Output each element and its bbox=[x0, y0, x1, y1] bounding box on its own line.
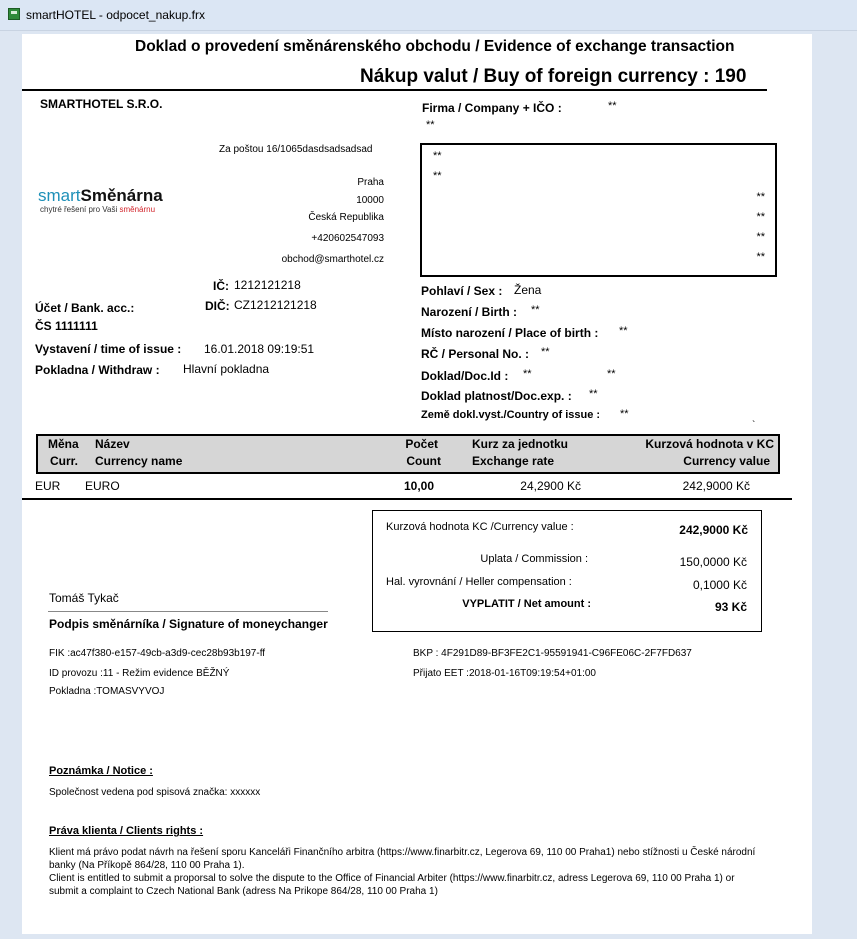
col-rate-header: Kurz za jednotku bbox=[472, 437, 569, 451]
country-value: ** bbox=[620, 408, 629, 420]
row-value: 242,9000 Kč bbox=[682, 479, 750, 493]
client-line: ** bbox=[433, 150, 442, 162]
notice-title: Poznámka / Notice : bbox=[49, 765, 153, 777]
client-line: ** bbox=[756, 231, 765, 243]
notice-text: Společnost vedena pod spisová značka: xxxxxx bbox=[49, 787, 261, 798]
client-line: ** bbox=[756, 211, 765, 223]
summary-value: 242,9000 Kč bbox=[679, 523, 748, 537]
signature-label: Podpis směnárníka / Signature of moneychanger bbox=[49, 617, 328, 631]
logo-tagline-red: směnárnu bbox=[119, 205, 156, 214]
row-name: EURO bbox=[85, 479, 120, 493]
col-value-header-en: Currency value bbox=[683, 454, 770, 468]
doc-subtitle: Nákup valut / Buy of foreign currency : 190 bbox=[360, 66, 747, 87]
company-email: obchod@smarthotel.cz bbox=[281, 254, 384, 265]
net-label: VYPLATIT / Net amount : bbox=[462, 598, 591, 610]
row-curr: EUR bbox=[35, 479, 61, 493]
col-curr-header: Měna bbox=[48, 437, 79, 451]
logo-tagline: chytré řešení pro Vaši bbox=[40, 205, 120, 214]
dic-value: CZ1212121218 bbox=[234, 298, 317, 312]
commission-value: 150,0000 Kč bbox=[679, 555, 747, 569]
eet-pokladna: Pokladna :TOMASVYVOJ bbox=[49, 686, 165, 697]
birth-label: Narození / Birth : bbox=[421, 305, 518, 319]
row-count: 10,00 bbox=[403, 479, 434, 493]
rights-text-cz: Klient má právo podat návrh na řešení sporu Kanceláři Finančního arbitra (https://www.finarbitr.cz, Legerova 69, 110 00 Praha1) nebo stížnosti u České národní banky (Na Příkopě 864/28, 110 00 Praha 1). bbox=[49, 847, 756, 871]
company-phone: +420602547093 bbox=[311, 233, 384, 244]
cashier-name: Tomáš Tykač bbox=[49, 591, 119, 605]
company-street: Za poštou 16/1065dasdsadsadsad bbox=[219, 144, 373, 155]
summary-box bbox=[372, 510, 762, 632]
withdraw-label: Pokladna / Withdraw : bbox=[35, 363, 160, 377]
table-header bbox=[36, 434, 780, 474]
window-titlebar bbox=[0, 0, 857, 31]
doc-label: Doklad/Doc.Id : bbox=[421, 369, 509, 383]
company-logo bbox=[38, 187, 163, 214]
heller-value: 0,1000 Kč bbox=[692, 578, 747, 592]
company-city: Praha bbox=[357, 177, 384, 188]
client-line: ** bbox=[756, 191, 765, 203]
eet-fik: FIK :ac47f380-e157-49cb-a3d9-cec28b93b197-ff bbox=[49, 648, 266, 659]
company-name: SMARTHOTEL S.R.O. bbox=[40, 97, 163, 111]
firm-line2: ** bbox=[426, 119, 435, 131]
col-rate-header-en: Exchange rate bbox=[472, 454, 555, 468]
client-line: ** bbox=[433, 170, 442, 182]
ic-value: 1212121218 bbox=[234, 278, 301, 292]
header-divider bbox=[22, 89, 767, 91]
rc-value: ** bbox=[541, 346, 550, 358]
rc-label: RČ / Personal No. : bbox=[421, 347, 530, 361]
viewer-background bbox=[812, 34, 857, 934]
col-count-header-en: Count bbox=[406, 454, 441, 468]
birth-value: ** bbox=[531, 304, 540, 316]
net-value: 93 Kč bbox=[714, 600, 747, 614]
place-label: Místo narození / Place of birth : bbox=[421, 326, 599, 340]
col-name-header: Název bbox=[95, 437, 130, 451]
report-page bbox=[22, 34, 812, 934]
company-country: Česká Republika bbox=[308, 212, 384, 223]
signature-line bbox=[48, 611, 328, 612]
window-title: smartHOTEL - odpocet_nakup.frx bbox=[26, 8, 205, 22]
ic-label: IČ: bbox=[213, 279, 229, 293]
table-divider bbox=[22, 498, 792, 500]
doc-title: Doklad o provedení směnárenského obchodu / Evidence of exchange transaction bbox=[135, 38, 735, 55]
eet-provoz: ID provozu :11 - Režim evidence BĚŽNÝ bbox=[49, 668, 230, 679]
issue-value: 16.01.2018 09:19:51 bbox=[204, 342, 315, 356]
row-rate: 24,2900 Kč bbox=[520, 479, 581, 493]
sex-label: Pohlaví / Sex : bbox=[421, 284, 503, 298]
heller-label: Hal. vyrovnání / Heller compensation : bbox=[386, 576, 572, 588]
logo-smart-text: smart bbox=[38, 186, 81, 205]
doc-value-2: ** bbox=[607, 368, 616, 380]
app-icon bbox=[8, 8, 20, 20]
country-label: Země dokl.vyst./Country of issue : bbox=[421, 409, 601, 421]
logo-smenarna-text: Směnárna bbox=[80, 186, 163, 205]
stray-mark: ` bbox=[752, 420, 756, 431]
col-count-header: Počet bbox=[405, 437, 438, 451]
issue-label: Vystavení / time of issue : bbox=[35, 342, 182, 356]
rights-title: Práva klienta / Clients rights : bbox=[49, 825, 204, 837]
doc-value: ** bbox=[523, 368, 532, 380]
account-value: ČS 1111111 bbox=[35, 319, 98, 333]
firm-value: ** bbox=[608, 100, 617, 112]
eet-prijato: Přijato EET :2018-01-16T09:19:54+01:00 bbox=[413, 668, 596, 679]
place-value: ** bbox=[619, 325, 628, 337]
sex-value: Žena bbox=[514, 283, 542, 297]
exp-label: Doklad platnost/Doc.exp. : bbox=[421, 389, 572, 403]
client-address-box bbox=[420, 143, 777, 277]
company-zip: 10000 bbox=[356, 195, 384, 206]
account-label: Účet / Bank. acc.: bbox=[35, 301, 135, 315]
withdraw-value: Hlavní pokladna bbox=[183, 362, 270, 376]
dic-label: DIČ: bbox=[205, 299, 230, 313]
col-value-header: Kurzová hodnota v KC bbox=[645, 437, 774, 451]
eet-bkp: BKP : 4F291D89-BF3FE2C1-95591941-C96FE06C-2F7FD637 bbox=[413, 648, 692, 659]
firm-label: Firma / Company + IČO : bbox=[422, 101, 562, 115]
client-line: ** bbox=[756, 251, 765, 263]
summary-value-label: Kurzová hodnota KC /Currency value : bbox=[386, 521, 574, 533]
rights-text-en: Client is entitled to submit a proporsal to solve the dispute to the Office of Financial Arbiter (https://www.finarbitr.cz, adress Legerova 69, 110 00 Praha 1) or submit a complaint to Czech National Bank (adress Na Prikope 864/28, 110 00 Praha 1) bbox=[49, 873, 735, 897]
exp-value: ** bbox=[589, 388, 598, 400]
commission-label: Uplata / Commission : bbox=[480, 553, 588, 565]
col-name-header-en: Currency name bbox=[95, 454, 183, 468]
col-curr-header-en: Curr. bbox=[50, 454, 79, 468]
